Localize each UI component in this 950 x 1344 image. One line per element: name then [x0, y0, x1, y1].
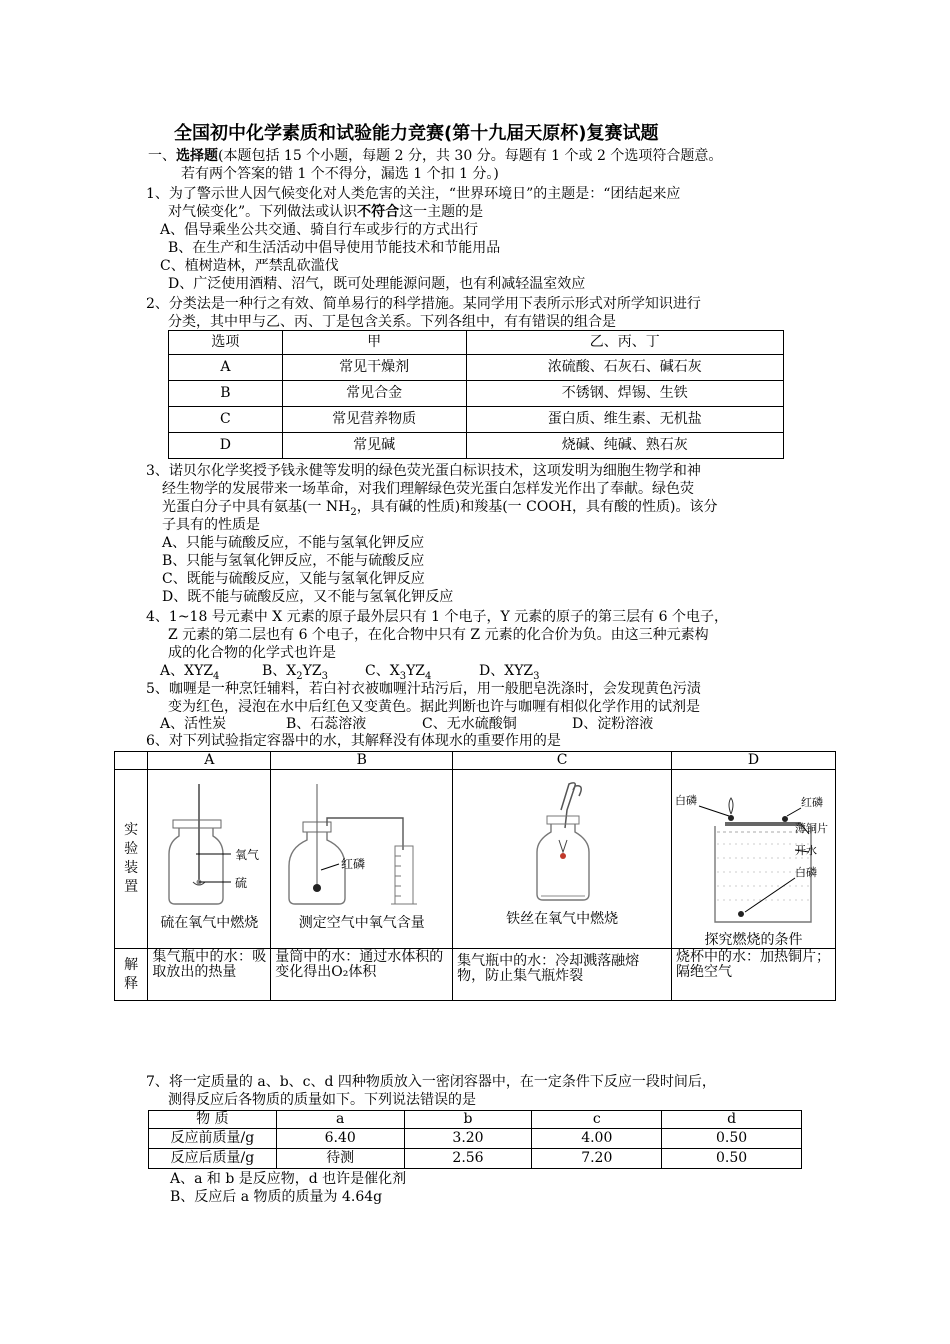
table-header: a: [276, 1111, 404, 1129]
table-header: 乙、丙、丁: [466, 331, 784, 355]
q4-b-sub2: 3: [321, 670, 328, 682]
label-red-phosphorus: 红磷: [340, 857, 365, 871]
label-sulfur: 硫: [235, 876, 248, 890]
table-cell: D: [169, 433, 283, 459]
q1-stem-1: 1、为了警示世人因气候变化对人类危害的关注，“世界环境日”的主题是：“团结起来应: [146, 186, 681, 202]
q3-stem-3a: 光蛋白分子中具有氨基(一 NH: [162, 499, 351, 515]
table-cell: 常见碱: [282, 433, 466, 459]
q4-b-sub1: 2: [296, 670, 303, 682]
q6-apparatus-row: [115, 770, 836, 949]
q7-stem-1: 7、将一定质量的 a、b、c、d 四种物质放入一密闭容器中，在一定条件下反应一段时间后，: [146, 1074, 716, 1090]
section-desc: (本题包括 15 个小题，每题 2 分，共 30 分。每题有 1 个或 2 个选项符合题意。: [218, 148, 723, 164]
q3-option-a: A、只能与硫酸反应，不能与氢氧化钾反应: [162, 535, 425, 551]
q2-table: [168, 330, 784, 459]
table-cell: 常见干燥剂: [282, 355, 466, 381]
caption-b: 测定空气中氧气含量: [298, 915, 425, 931]
explain-d-text: 烧杯中的水：加热铜片；隔绝空气: [676, 949, 830, 980]
table-header: 甲: [282, 331, 466, 355]
table-row: [169, 355, 784, 381]
table-cell: 2.56: [404, 1149, 532, 1169]
q2-stem-1: 2、分类法是一种行之有效、简单易行的科学措施。某同学用下表所示形式对所学知识进行: [146, 296, 701, 312]
table-header: b: [404, 1111, 532, 1129]
table-cell: 烧碱、纯碱、熟石灰: [466, 433, 784, 459]
section-header: [148, 148, 722, 165]
q1-stem-2: [168, 204, 483, 221]
explain-a-text: 集气瓶中的水：吸取放出的热量: [152, 949, 267, 980]
caption-c: 铁丝在氧气中燃烧: [506, 911, 619, 927]
q1-option-d: D、广泛使用酒精、沼气，既可处理能源问题，也有利减轻温室效应: [168, 276, 586, 292]
q3-stem-1: 3、诺贝尔化学奖授予钱永健等发明的绿色荧光蛋白标识技术，这项发明为细胞生物学和神: [146, 463, 701, 479]
q4-c-sub2: 4: [425, 670, 432, 682]
explain-c: [453, 949, 672, 1001]
explain-b: [271, 949, 453, 1001]
table-header: A: [148, 752, 271, 770]
caption-d: 探究燃烧的条件: [704, 932, 803, 948]
table-row: [169, 433, 784, 459]
row-label-text: 实验装置: [124, 822, 139, 895]
table-cell: 反应前质量/g: [149, 1129, 277, 1149]
q5-option-d: D、淀粉溶液: [572, 716, 654, 732]
table-cell: 反应后质量/g: [149, 1149, 277, 1169]
table-row: [149, 1149, 802, 1169]
table-header: [115, 752, 148, 770]
q4-b-mid: YZ: [302, 663, 322, 679]
q2-header-row: [169, 331, 784, 355]
apparatus-b: [271, 770, 453, 949]
q3-option-d: D、既不能与硫酸反应，又不能与氢氧化钾反应: [162, 589, 454, 605]
table-cell: 0.50: [662, 1129, 802, 1149]
table-cell: 常见合金: [282, 381, 466, 407]
table-header: B: [271, 752, 453, 770]
label-oxygen: 氧气: [235, 848, 260, 862]
q1-stem-2a: 对气候变化”。下列做法或认识: [168, 204, 358, 220]
section-name: 选择题: [176, 148, 218, 164]
table-cell: 待测: [276, 1149, 404, 1169]
table-cell: A: [169, 355, 283, 381]
table-header: D: [672, 752, 836, 770]
q1-option-a: A、倡导乘坐公共交通、骑自行车或步行的方式出行: [160, 222, 479, 238]
q3-subscript: 2: [350, 506, 357, 518]
q7-stem-2: 测得反应后各物质的质量如下。下列说法错误的是: [168, 1092, 476, 1108]
q3-stem-2: 经生物学的发展带来一场革命，对我们理解绿色荧光蛋白怎样发光作出了奉献。绿色荧: [162, 481, 694, 497]
table-cell: 0.50: [662, 1149, 802, 1169]
q5-stem-1: 5、咖喱是一种烹饪辅料，若白衬衣被咖喱汁玷污后，用一般肥皂洗涤时，会发现黄色污渍: [146, 681, 701, 697]
section-prefix: 一、: [148, 148, 176, 164]
q6-explanation-row: [115, 949, 836, 1001]
table-header: d: [662, 1111, 802, 1129]
page-title: 全国初中化学素质和试验能力竞赛(第十九届天原杯)复赛试题: [174, 123, 659, 144]
q6-stem: 6、对下列试验指定容器中的水，其解释没有体现水的重要作用的是: [146, 733, 561, 749]
table-cell: 3.20: [404, 1129, 532, 1149]
explain-c-text: 集气瓶中的水：冷却溅落融熔物，防止集气瓶炸裂: [457, 953, 640, 984]
q5-option-c: C、无水硫酸铜: [422, 716, 517, 732]
q1-emphasis: 不符合: [357, 204, 400, 220]
apparatus-a: [148, 770, 271, 949]
table-cell: 不锈钢、焊锡、生铁: [466, 381, 784, 407]
q4-d-text: D、XYZ: [479, 663, 534, 679]
apparatus-c: [453, 770, 672, 949]
oxygen-measurement-illustration: [273, 770, 451, 908]
table-row: [169, 407, 784, 433]
q4-a-text: A、XYZ: [160, 663, 214, 679]
q4-b-text: B、X: [262, 663, 297, 679]
section-desc-2: 若有两个答案的错 1 个不得分，漏选 1 个扣 1 分。): [181, 166, 499, 182]
q4-c-sub1: 3: [399, 670, 407, 682]
q7-table: [148, 1110, 802, 1169]
q6-table: [114, 751, 836, 1001]
explain-a: [148, 949, 271, 1001]
q2-stem-2: 分类，其中甲与乙、丙、丁是包含关系。下列各组中，有有错误的组合是: [168, 314, 616, 330]
explain-d: [672, 949, 836, 1001]
q5-option-b: B、石蕊溶液: [286, 716, 367, 732]
table-cell: 4.00: [532, 1129, 662, 1149]
table-cell: 7.20: [532, 1149, 662, 1169]
q4-c-text: C、X: [365, 663, 400, 679]
q4-d-sub: 3: [533, 670, 540, 682]
table-row: [169, 381, 784, 407]
q4-stem-3: 成的化合物的化学式也许是: [168, 645, 336, 661]
q4-a-sub: 4: [213, 670, 220, 682]
q4-c-mid: YZ: [406, 663, 426, 679]
q3-option-b: B、只能与氢氧化钾反应，不能与硫酸反应: [162, 553, 425, 569]
table-cell: 常见营养物质: [282, 407, 466, 433]
label-white-phosphorus-bottom: 白磷: [794, 866, 817, 879]
table-cell: 浓硫酸、石灰石、碱石灰: [466, 355, 784, 381]
table-cell: 6.40: [276, 1129, 404, 1149]
table-cell: B: [169, 381, 283, 407]
row-label: [115, 949, 148, 1001]
q3-stem-4: 子具有的性质是: [162, 517, 260, 533]
q7-option-b: B、反应后 a 物质的质量为 4.64g: [170, 1189, 383, 1205]
sulfur-burning-flask-illustration: [149, 770, 269, 908]
q7-header-row: [149, 1111, 802, 1129]
row-label-text: 解释: [124, 956, 139, 992]
q5-option-a: A、活性炭: [160, 716, 227, 732]
table-header: 选项: [169, 331, 283, 355]
q1-option-c: C、植树造林，严禁乱砍滥伐: [160, 258, 339, 274]
label-copper-sheet: 薄铜片: [794, 822, 828, 835]
apparatus-d: [672, 770, 836, 949]
caption-a: 硫在氧气中燃烧: [160, 915, 259, 931]
q1-option-b: B、在生产和生活活动中倡导使用节能技术和节能用品: [168, 240, 501, 256]
iron-wire-burning-illustration: [455, 770, 669, 904]
table-header: C: [453, 752, 672, 770]
q4-stem-1: 4、1~18 号元素中 X 元素的原子最外层只有 1 个电子，Y 元素的原子的第三层有 6 个电子，: [146, 609, 728, 625]
q1-stem-2c: 这一主题的是: [399, 204, 484, 220]
table-cell: C: [169, 407, 283, 433]
label-red-phosphorus-d: 红磷: [800, 796, 823, 809]
q5-stem-2: 变为红色，浸泡在水中后红色又变黄色。据此判断也许与咖喱有相似化学作用的试剂是: [168, 699, 700, 715]
q6-header-row: [115, 752, 836, 770]
combustion-conditions-illustration: [673, 770, 835, 930]
table-header: c: [532, 1111, 662, 1129]
explain-b-text: 量筒中的水：通过水体积的变化得出O₂体积: [275, 949, 444, 980]
q7-option-a: A、a 和 b 是反应物，d 也许是催化剂: [170, 1171, 407, 1187]
q3-stem-3b: ，具有碱的性质)和羧基(一 COOH，具有酸的性质)。该分: [356, 499, 718, 515]
table-row: [149, 1129, 802, 1149]
q3-option-c: C、既能与硫酸反应，又能与氢氧化钾反应: [162, 571, 425, 587]
label-white-phosphorus-top: 白磷: [674, 794, 697, 807]
q4-stem-2: Z 元素的第二层也有 6 个电子，在化合物中只有 Z 元素的化合价为负。由这三种元素构: [168, 627, 709, 643]
table-cell: 蛋白质、维生素、无机盐: [466, 407, 784, 433]
row-label: [115, 770, 148, 949]
table-header: 物 质: [149, 1111, 277, 1129]
label-boiling-water: 开水: [794, 844, 817, 857]
